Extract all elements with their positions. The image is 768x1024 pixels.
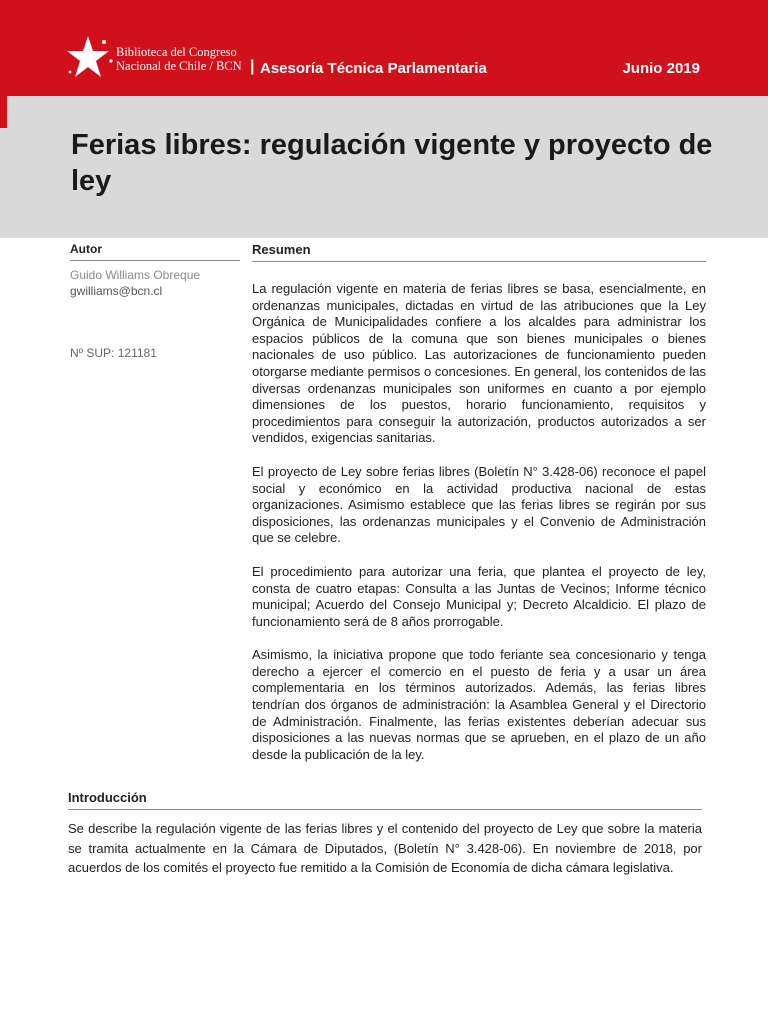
header-separator: | bbox=[250, 58, 255, 75]
document-title: Ferias libres: regulación vigente y proyecto de ley bbox=[71, 129, 713, 197]
summary-column bbox=[252, 242, 706, 780]
header-unit: Asesoría Técnica Parlamentaria bbox=[260, 60, 487, 77]
header-date: Junio 2019 bbox=[622, 60, 700, 77]
summary-paragraph: La regulación vigente en materia de ferias libres se basa, esencialmente, en ordenanzas municipales, dictadas en virtud de las atribuciones que la Ley Orgánica de Municipalidades confiere a los alcaldes para administrar los espacios públicos de la comuna que son bienes municipales o bienes nacionales de uso público. Las autorizaciones de funcionamiento pueden otorgarse mediante permisos o concesiones. En general, los contenidos de las diversas ordenanzas municipales son uniformes en cuanto a por ejemplo dimensiones de los puestos, horario funcionamiento, requisitos y procedimientos para conseguir la autorización, productos autorizados a ser vendidos, exigencias sanitarias. bbox=[252, 281, 706, 446]
introduction-section bbox=[68, 790, 702, 878]
summary-paragraph: El procedimiento para autorizar una feria, que plantea el proyecto de ley, consta de cuatro etapas: Consulta a las Juntas de Vecinos; Informe técnico municipal; Acuerdo del Consejo Municipal y; Decreto Alcaldicio. El plazo de funcionamiento será de 8 años prorrogable. bbox=[252, 563, 706, 629]
introduction-heading: Introducción bbox=[68, 790, 702, 810]
summary-body bbox=[252, 281, 706, 763]
summary-heading: Resumen bbox=[252, 242, 706, 262]
org-name bbox=[116, 45, 242, 73]
sup-number: Nº SUP: 121181 bbox=[70, 346, 157, 360]
org-name-line2: Nacional de Chile / BCN bbox=[116, 59, 242, 73]
summary-paragraph: Asimismo, la iniciativa propone que todo feriante sea concesionario y tenga derecho a ejercer el comercio en el puesto de feria y a usar un área complementaria en los términos autorizados. Además, las ferias libres tendrían dos órganos de administración: la Asamblea General y el Directorio de Administración. Finalmente, las ferias existentes deberían adecuar sus disposiciones a las nuevas normas que se aprueben, en el plazo de un año desde la publicación de la ley. bbox=[252, 647, 706, 762]
author-heading: Autor bbox=[70, 242, 240, 261]
org-name-line1: Biblioteca del Congreso bbox=[116, 45, 237, 59]
summary-paragraph: El proyecto de Ley sobre ferias libres (Boletín N° 3.428-06) reconoce el papel social y económico en la actividad productiva nacional de estas organizaciones. Asimismo establece que las ferias libres se regirán por sus disposiciones, las ordenanzas municipales y el Convenio de Administración que se celebre. bbox=[252, 463, 706, 546]
author-name: Guido Williams Obreque bbox=[70, 268, 201, 282]
author-column bbox=[70, 242, 240, 361]
header-band bbox=[0, 0, 768, 96]
author-email[interactable]: gwilliams@bcn.cl bbox=[70, 284, 163, 298]
introduction-paragraph: Se describe la regulación vigente de las ferias libres y el contenido del proyecto de Ley que sobre la materia se tramita actualmente en la Cámara de Diputados, (Boletín N° 3.428-06). En noviembre de 2018, por acuerdos de los comités el proyecto fue remitido a la Comisión de Economía de dicha cámara legislativa. bbox=[68, 821, 702, 875]
